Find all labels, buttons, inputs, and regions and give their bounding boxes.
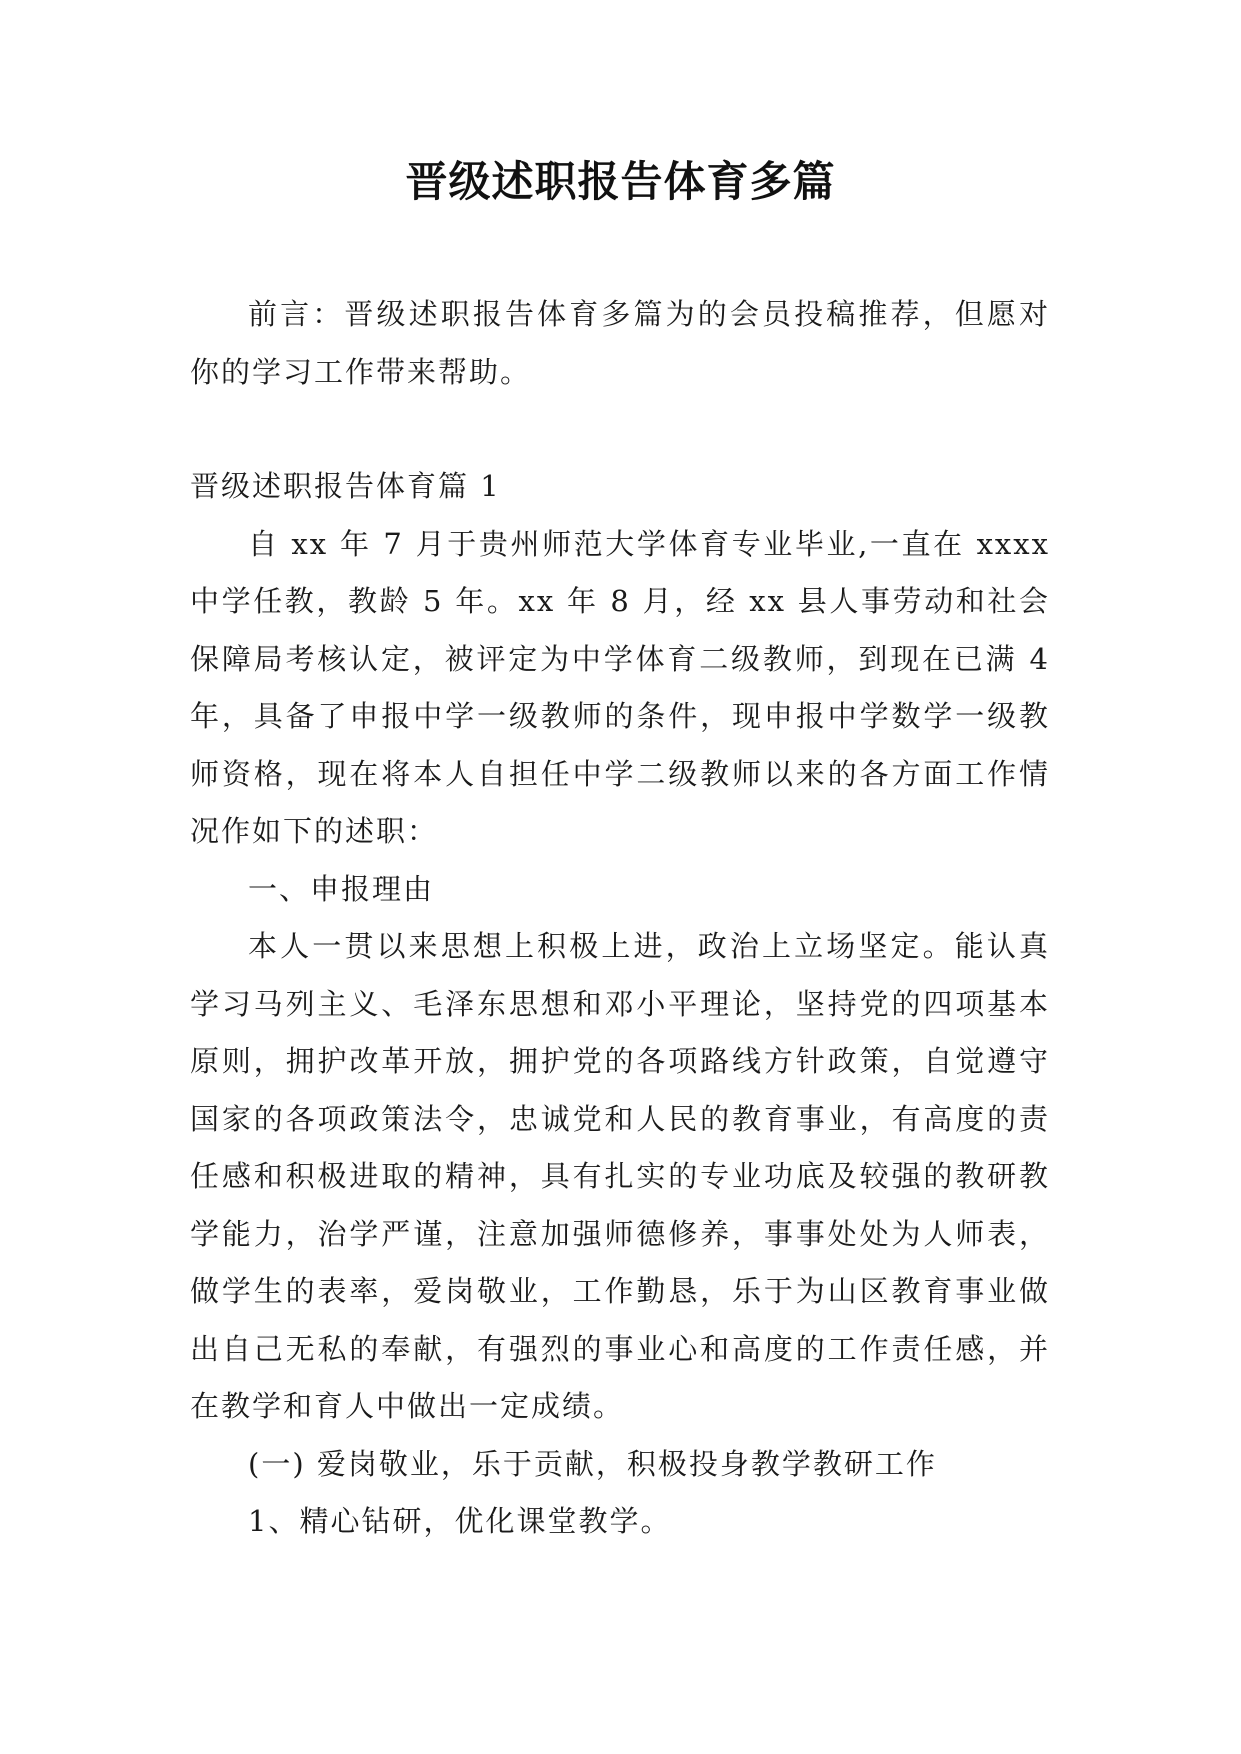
preface-paragraph: 前言：晋级述职报告体育多篇为的会员投稿推荐，但愿对你的学习工作带来帮助。 bbox=[190, 297, 1050, 389]
blank-line bbox=[190, 401, 1050, 458]
document-body bbox=[190, 286, 1050, 1551]
body-paragraph: 本人一贯以来思想上积极上进，政治上立场坚定。能认真学习马列主义、毛泽东思想和邓小平理论，坚持党的四项基本原则，拥护改革开放，拥护党的各项路线方针政策，自觉遵守国家的各项政策法令，忠诚党和人民的教育事业，有高度的责任感和积极进取的精神，具有扎实的专业功底及较强的教研教学能力，治学严谨，注意加强师德修养，事事处处为人师表，做学生的表率，爱岗敬业，工作勤恳，乐于为山区教育事业做出自己无私的奉献，有强烈的事业心和高度的工作责任感，并在教学和育人中做出一定成绩。 bbox=[190, 929, 1050, 1423]
section-title: 晋级述职报告体育篇 1 bbox=[190, 469, 501, 503]
document-title: 晋级述职报告体育多篇 bbox=[405, 157, 836, 206]
body-paragraph: 自 xx 年 7 月于贵州师范大学体育专业毕业,一直在 xxxx 中学任教，教龄 5 年。xx 年 8 月，经 xx 县人事劳动和社会保障局考核认定，被评定为中学体育二级教师，到现在已满 4 年，具备了申报中学一级教师的条件，现申报中学数学一级教师资格，现在将本人自担任中学二级教师以来的各方面工作情况作如下的述职： bbox=[190, 526, 1050, 848]
heading-reason: 一、申报理由 bbox=[248, 871, 435, 906]
list-item: 1、精心钻研，优化课堂教学。 bbox=[248, 1504, 672, 1538]
subheading-dedication: (一) 爱岗敬业，乐于贡献，积极投身教学教研工作 bbox=[248, 1446, 937, 1481]
